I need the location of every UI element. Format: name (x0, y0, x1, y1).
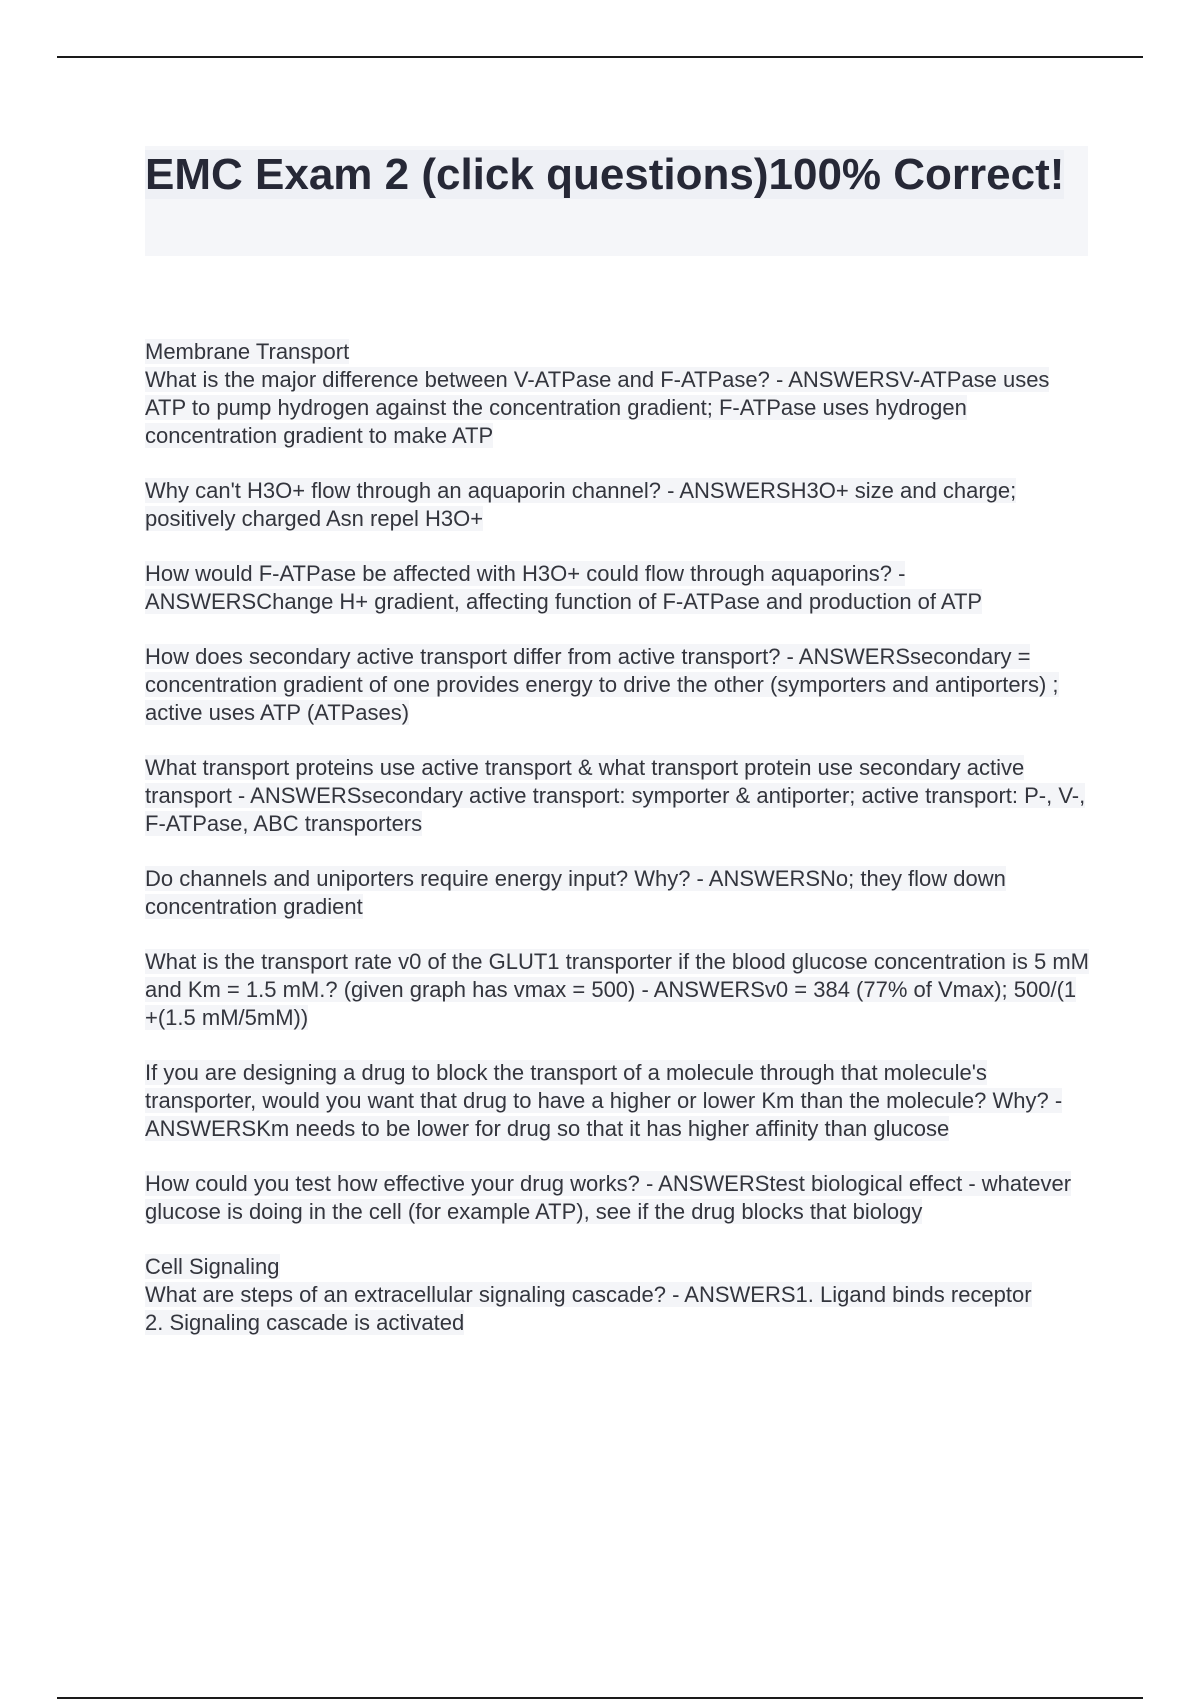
document-title: EMC Exam 2 (click questions)100% Correct! (145, 150, 1065, 199)
section-heading-membrane-transport: Membrane Transport (145, 339, 350, 364)
title-block (145, 146, 1088, 256)
qa-item: What are steps of an extracellular signaling cascade? - ANSWERS1. Ligand binds receptor (145, 1282, 1032, 1307)
qa-item: If you are designing a drug to block the transport of a molecule through that molecule's transporter, would you want that drug to have a higher or lower Km than the molecule? Why? - ANSWERSKm needs to be lower for drug so that it has higher affinity than glucose (145, 1060, 1063, 1141)
bottom-rule (57, 1697, 1143, 1699)
top-rule (57, 56, 1143, 58)
document-body (145, 338, 1090, 1337)
qa-item: How does secondary active transport differ from active transport? - ANSWERSsecondary = concentration gradient of one provides energy to drive the other (symporters and antiporters) ; active uses ATP (ATPases) (145, 644, 1059, 725)
qa-item: How could you test how effective your drug works? - ANSWERStest biological effect - whatever glucose is doing in the cell (for example ATP), see if the drug blocks that biology (145, 1171, 1072, 1224)
qa-item: Do channels and uniporters require energy input? Why? - ANSWERSNo; they flow down concentration gradient (145, 866, 1006, 919)
qa-item: What is the major difference between V-ATPase and F-ATPase? - ANSWERSV-ATPase uses ATP to pump hydrogen against the concentration gradient; F-ATPase uses hydrogen concentration gradient to make ATP (145, 367, 1050, 448)
qa-item: 2. Signaling cascade is activated (145, 1310, 465, 1335)
qa-item: What transport proteins use active transport & what transport protein use secondary active transport - ANSWERSsecondary active transport: symporter & antiporter; active transport: P-, V-, F-ATPase, ABC transporters (145, 755, 1086, 836)
qa-item: What is the transport rate v0 of the GLUT1 transporter if the blood glucose concentration is 5 mM and Km = 1.5 mM.? (given graph has vmax = 500) - ANSWERSv0 = 384 (77% of Vmax); 500/(1 +(1.5 mM/5mM)) (145, 949, 1090, 1030)
qa-item: How would F-ATPase be affected with H3O+ could flow through aquaporins? - ANSWERSChange H+ gradient, affecting function of F-ATPase and production of ATP (145, 561, 983, 614)
qa-item: Why can't H3O+ flow through an aquaporin channel? - ANSWERSH3O+ size and charge; positively charged Asn repel H3O+ (145, 478, 1017, 531)
section-heading-cell-signaling: Cell Signaling (145, 1254, 280, 1279)
